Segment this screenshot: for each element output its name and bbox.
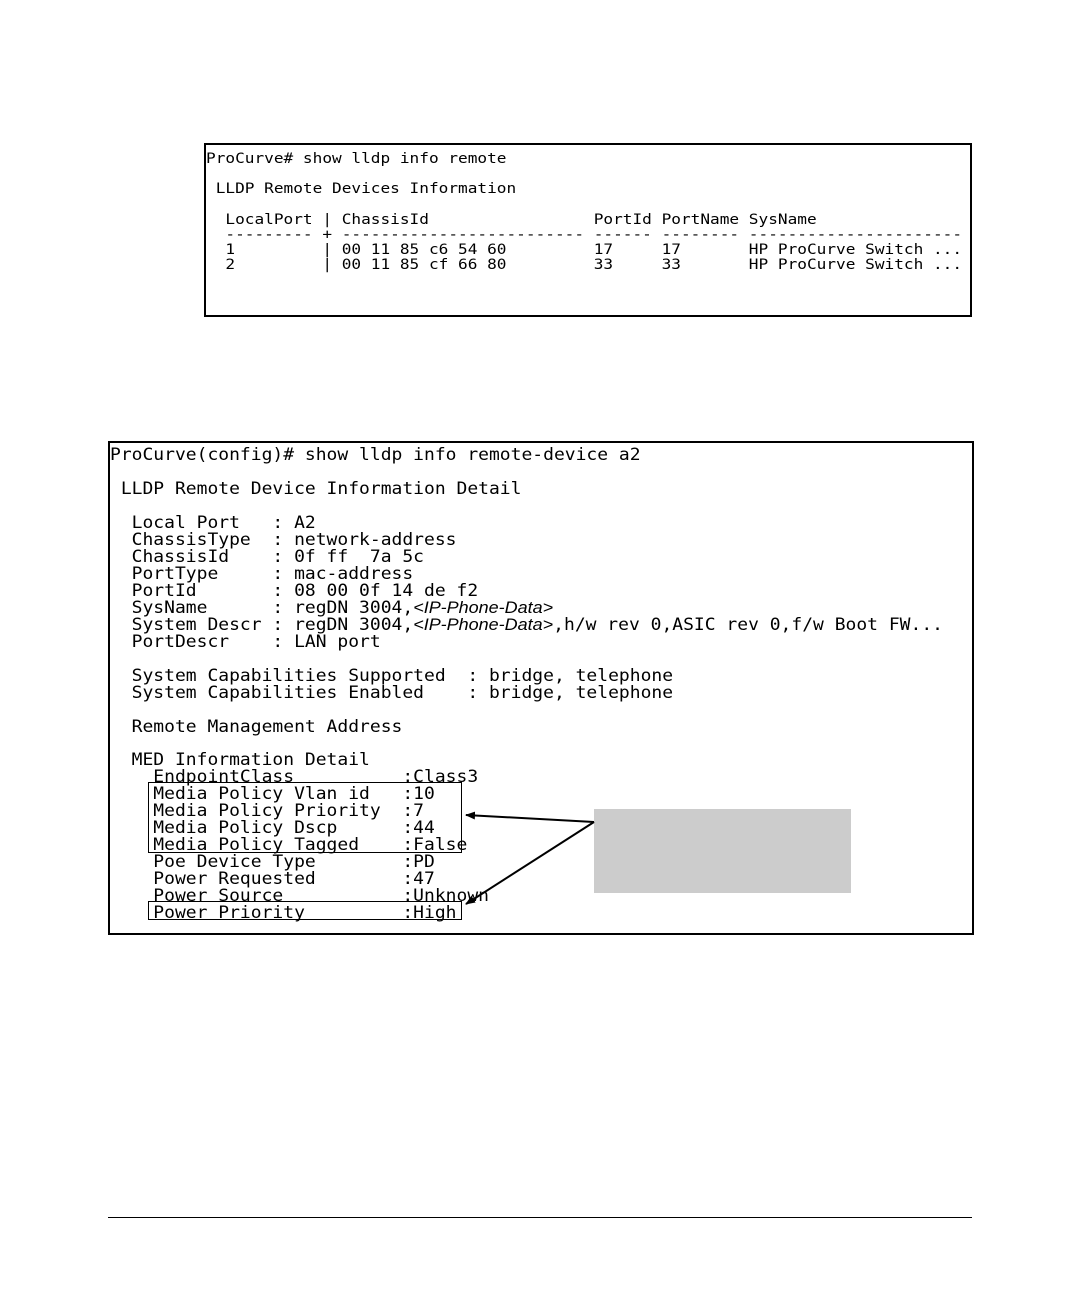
chassis-id-line: ChassisId : 0f ff 7a 5c [110, 547, 425, 566]
capabilities-enabled-line: System Capabilities Enabled : bridge, telephone [110, 683, 674, 702]
poe-type-line: Poe Device Type :PD [110, 852, 435, 871]
arrow-to-media-policy [466, 815, 594, 822]
local-port-line: Local Port : A2 [110, 513, 316, 532]
endpoint-class-line: EndpointClass :Class3 [110, 767, 479, 786]
power-source-line: Power Source :Unknown [110, 886, 489, 905]
med-heading: MED Information Detail [110, 750, 370, 769]
remote-management-line: Remote Management Address [110, 717, 403, 736]
command-prompt: ProCurve# show lldp info remote [206, 151, 507, 167]
section-heading: LLDP Remote Device Information Detail [110, 479, 522, 498]
media-priority-line: Media Policy Priority :7 [110, 801, 425, 820]
port-id-line: PortId : 08 00 0f 14 de f2 [110, 581, 479, 600]
section-heading: LLDP Remote Devices Information [206, 181, 517, 197]
media-dscp-line: Media Policy Dscp :44 [110, 818, 435, 837]
power-requested-line: Power Requested :47 [110, 869, 435, 888]
port-descr-line: PortDescr : LAN port [110, 632, 381, 651]
chassis-type-line: ChassisType : network-address [110, 530, 457, 549]
table-row: 2 | 00 11 85 cf 66 80 33 33 HP ProCurve Switch ... [206, 257, 963, 273]
system-descr-prefix: System Descr : regDN 3004, [110, 615, 414, 634]
table-row: 1 | 00 11 85 c6 54 60 17 17 HP ProCurve Switch ... [206, 242, 963, 258]
power-priority-line: Power Priority :High [110, 903, 457, 922]
table-header: LocalPort | ChassisId PortId PortName SysName [206, 212, 817, 228]
arrow-to-power-priority [466, 822, 594, 904]
port-type-line: PortType : mac-address [110, 564, 414, 583]
sysname-prefix: SysName : regDN 3004, [110, 598, 414, 617]
footer-divider [108, 1217, 972, 1218]
capabilities-supported-line: System Capabilities Supported : bridge, telephone [110, 666, 674, 685]
ip-phone-data-placeholder: <IP-Phone-Data> [413, 599, 554, 617]
command-prompt: ProCurve(config)# show lldp info remote-device a2 [110, 445, 641, 464]
media-vlan-line: Media Policy Vlan id :10 [110, 784, 435, 803]
media-tagged-line: Media Policy Tagged :False [110, 835, 468, 854]
ip-phone-data-placeholder: <IP-Phone-Data> [413, 616, 554, 634]
table-separator: --------- + ------------------------- ------ -------- ---------------------- [206, 227, 963, 243]
system-descr-suffix: ,h/w rev 0,ASIC rev 0,f/w Boot FW... [553, 615, 943, 634]
